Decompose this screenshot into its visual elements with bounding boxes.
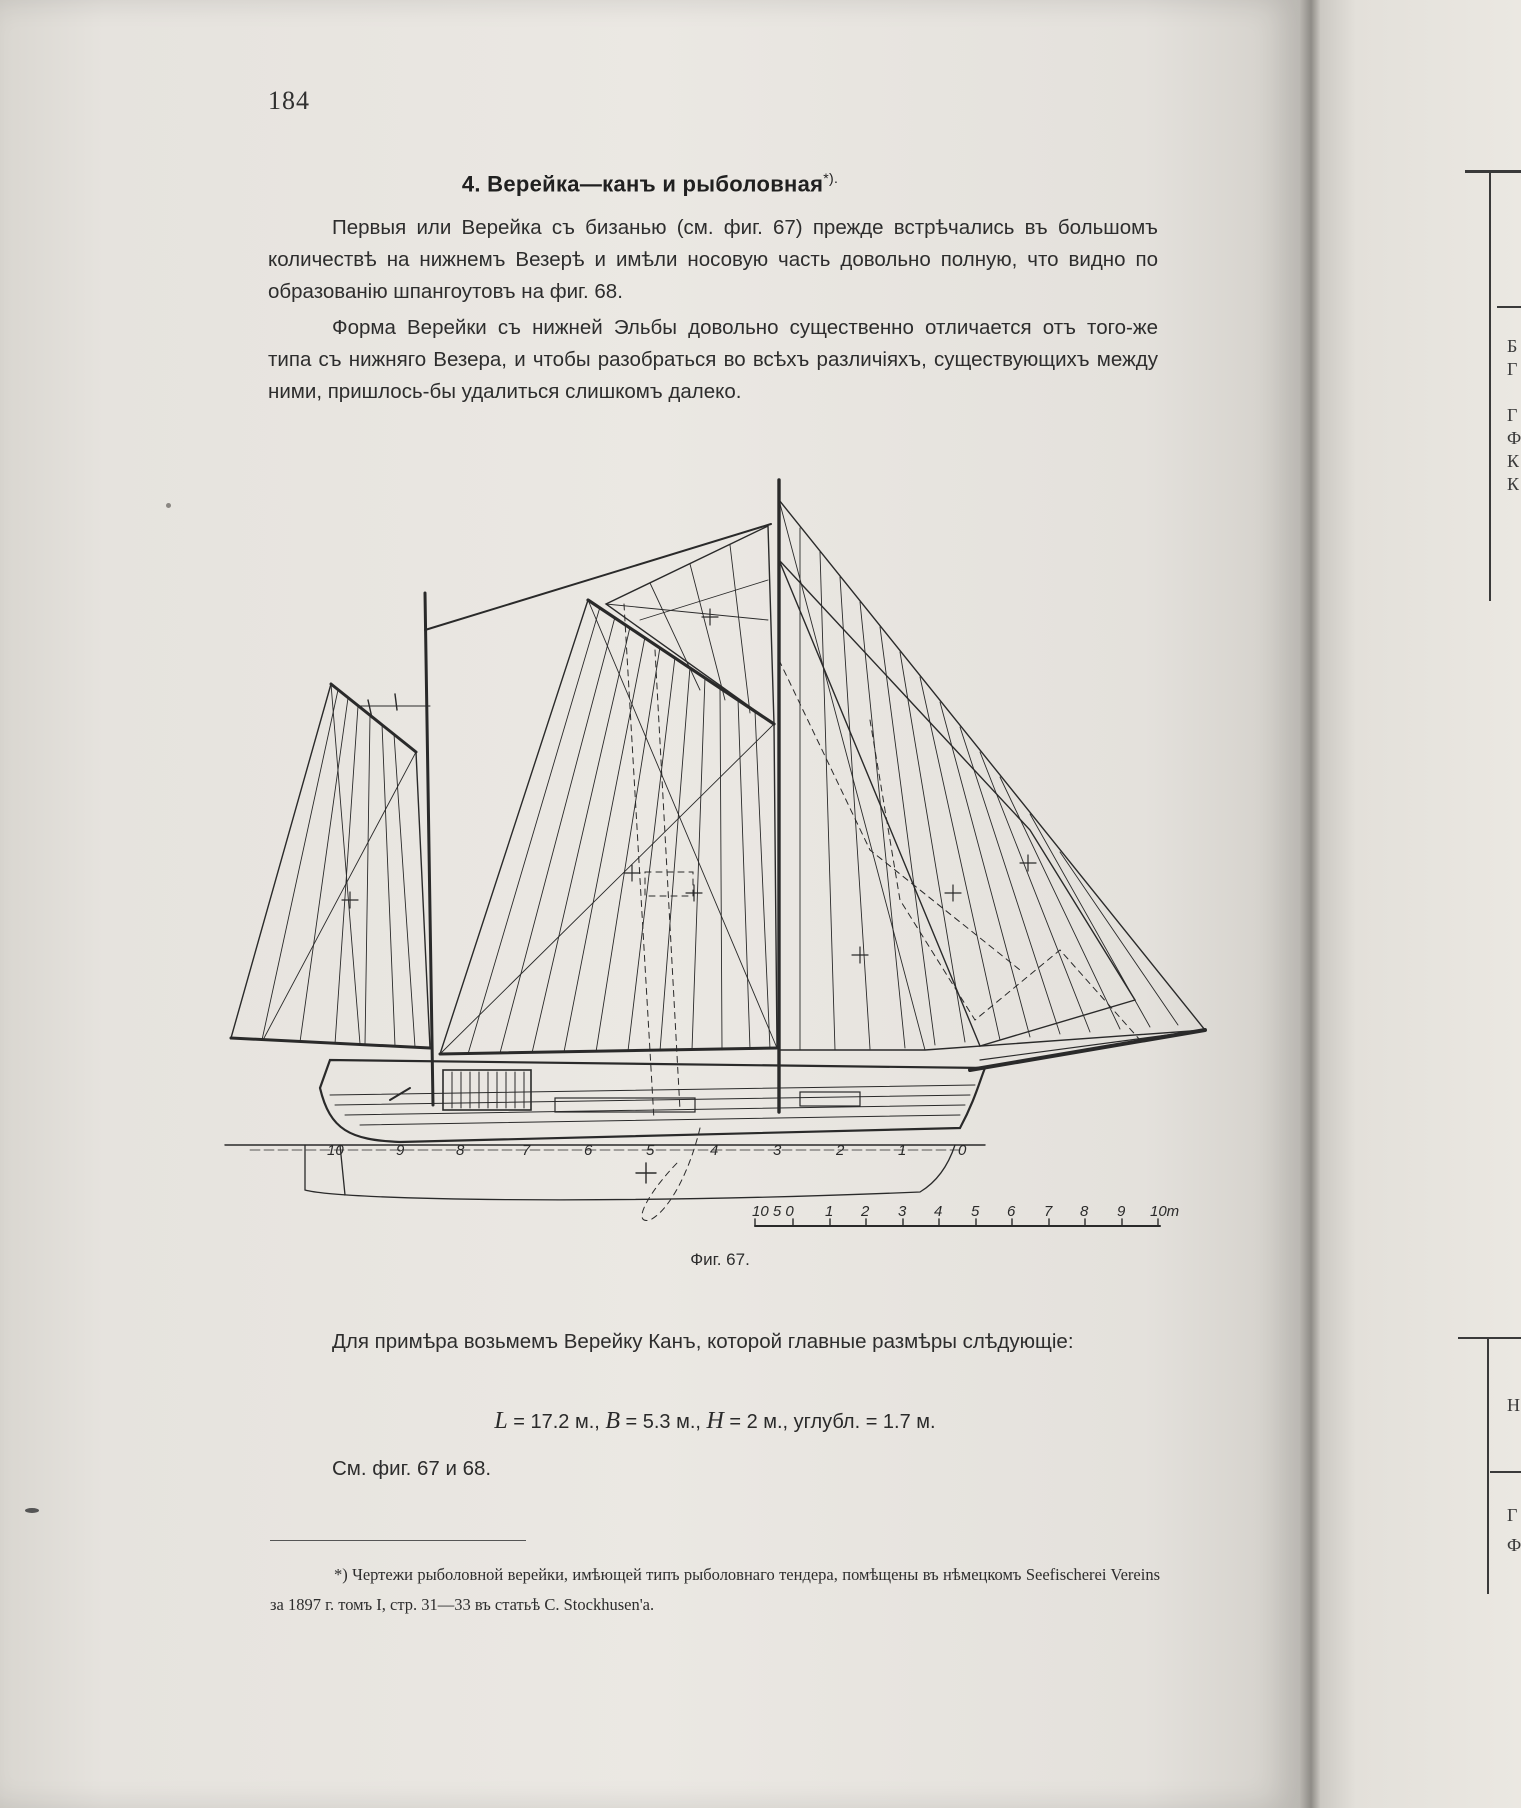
right-letter: Ф (1507, 1535, 1521, 1555)
footnote-divider (270, 1540, 526, 1541)
right-page-letters (1507, 335, 1521, 496)
example-paragraph: Для примѣра возьмемъ Верейку Канъ, которой главные размѣры слѣдующіе: (332, 1330, 1074, 1353)
scan-speck (166, 503, 171, 508)
top-sail (606, 526, 774, 724)
scale-label: 8 (1080, 1203, 1089, 1220)
table-rule-left-lower (1487, 1337, 1489, 1594)
right-letter: Б (1507, 336, 1518, 356)
right-page-lower-letter (1507, 1394, 1520, 1417)
scale-label: 2 (861, 1203, 870, 1220)
table-rule-left (1489, 171, 1491, 601)
right-letter: Г (1507, 1505, 1518, 1525)
waterline-mark: 3 (773, 1142, 782, 1159)
waterline-mark: 4 (710, 1142, 719, 1159)
section-heading-text: 4. Верейка—канъ и рыболовная (461, 171, 824, 197)
scale-label: 10 5 0 (752, 1203, 794, 1220)
waterline-mark: 7 (522, 1142, 531, 1159)
footnote-text: *) Чертежи рыболовной верейки, имѣющей типъ рыболовнаго тендера, помѣщены въ нѣмецкомъ Seefischerei Vereins за 1897 г. томъ I, стр. 31—33 въ статьѣ С. Stockhusen'a. (270, 1565, 1160, 1614)
right-letter: Г (1507, 405, 1518, 425)
table-rule-top (1465, 171, 1521, 173)
scale-label: 5 (971, 1203, 980, 1220)
main-sail (440, 600, 777, 1054)
heading-footnote-mark: *). (823, 170, 839, 186)
scale-label: 4 (934, 1203, 943, 1220)
waterline-mark: 2 (836, 1142, 845, 1159)
waterline-mark: 9 (396, 1142, 405, 1159)
right-letter: Г (1507, 359, 1518, 379)
right-letter: К (1507, 451, 1520, 471)
jib-sail (779, 500, 1205, 1050)
right-letter: К (1507, 474, 1520, 494)
waterline-mark: 6 (584, 1142, 593, 1159)
scale-label: 1 (825, 1203, 834, 1220)
dimensions-formula (0, 1408, 1430, 1435)
right-letter (1507, 381, 1521, 404)
scale-label: 9 (1117, 1203, 1126, 1220)
table-rule-mid (1497, 306, 1521, 308)
page-number: 184 (268, 86, 310, 115)
right-letter: Ф (1507, 428, 1521, 448)
formula-draft: углубл. = 1.7 м. (793, 1411, 936, 1433)
deckhouse (443, 1070, 531, 1110)
footnote (270, 1560, 1160, 1620)
waterline-mark: 10 (327, 1142, 344, 1159)
example-paragraph-block (268, 1326, 1158, 1358)
paragraph-2: Форма Верейки съ нижней Эльбы довольно существенно отличается отъ того-же типа съ нижняго Везера, и чтобы разобраться во всѣхъ различіяхъ, существующихъ между ними, пришлось-бы удалиться слишкомъ далеко. (268, 316, 1158, 403)
book-gutter (1300, 0, 1320, 1808)
table-rule-lower (1458, 1337, 1521, 1339)
table-rule-bottom (1490, 1471, 1521, 1473)
scan-speck (25, 1508, 39, 1513)
see-figures-line: См. фиг. 67 и 68. (332, 1457, 492, 1480)
bowsprit (970, 1030, 1205, 1070)
formula-H-var: H (706, 1408, 724, 1434)
paragraph-1: Первыя или Верейка съ бизанью (см. фиг. 67) прежде встрѣчались въ большомъ количествѣ на нижнемъ Везерѣ и имѣли носовую часть довольно полную, что видно по образованію шпангоутовъ на фиг. 68. (268, 216, 1158, 303)
right-page-bottom-letters (1507, 1500, 1521, 1560)
waterline-mark: 8 (456, 1142, 465, 1159)
scale-label: 10m (1150, 1203, 1180, 1220)
formula-H-value: = 2 м., (729, 1411, 789, 1433)
scale-label: 7 (1044, 1203, 1053, 1220)
figure-caption: Фиг. 67. (690, 1250, 750, 1269)
scale-label: 3 (898, 1203, 907, 1220)
formula-B-value: = 5.3 м., (625, 1411, 701, 1433)
scale-label: 6 (1007, 1203, 1016, 1220)
waterline-mark: 0 (958, 1142, 967, 1159)
formula-L-value: = 17.2 м., (513, 1411, 600, 1433)
waterline-mark: 5 (646, 1142, 655, 1159)
formula-L-var: L (494, 1408, 508, 1434)
waterline-mark: 1 (898, 1142, 907, 1159)
formula-B-var: B (605, 1408, 621, 1434)
right-letter: Н (1507, 1395, 1520, 1415)
